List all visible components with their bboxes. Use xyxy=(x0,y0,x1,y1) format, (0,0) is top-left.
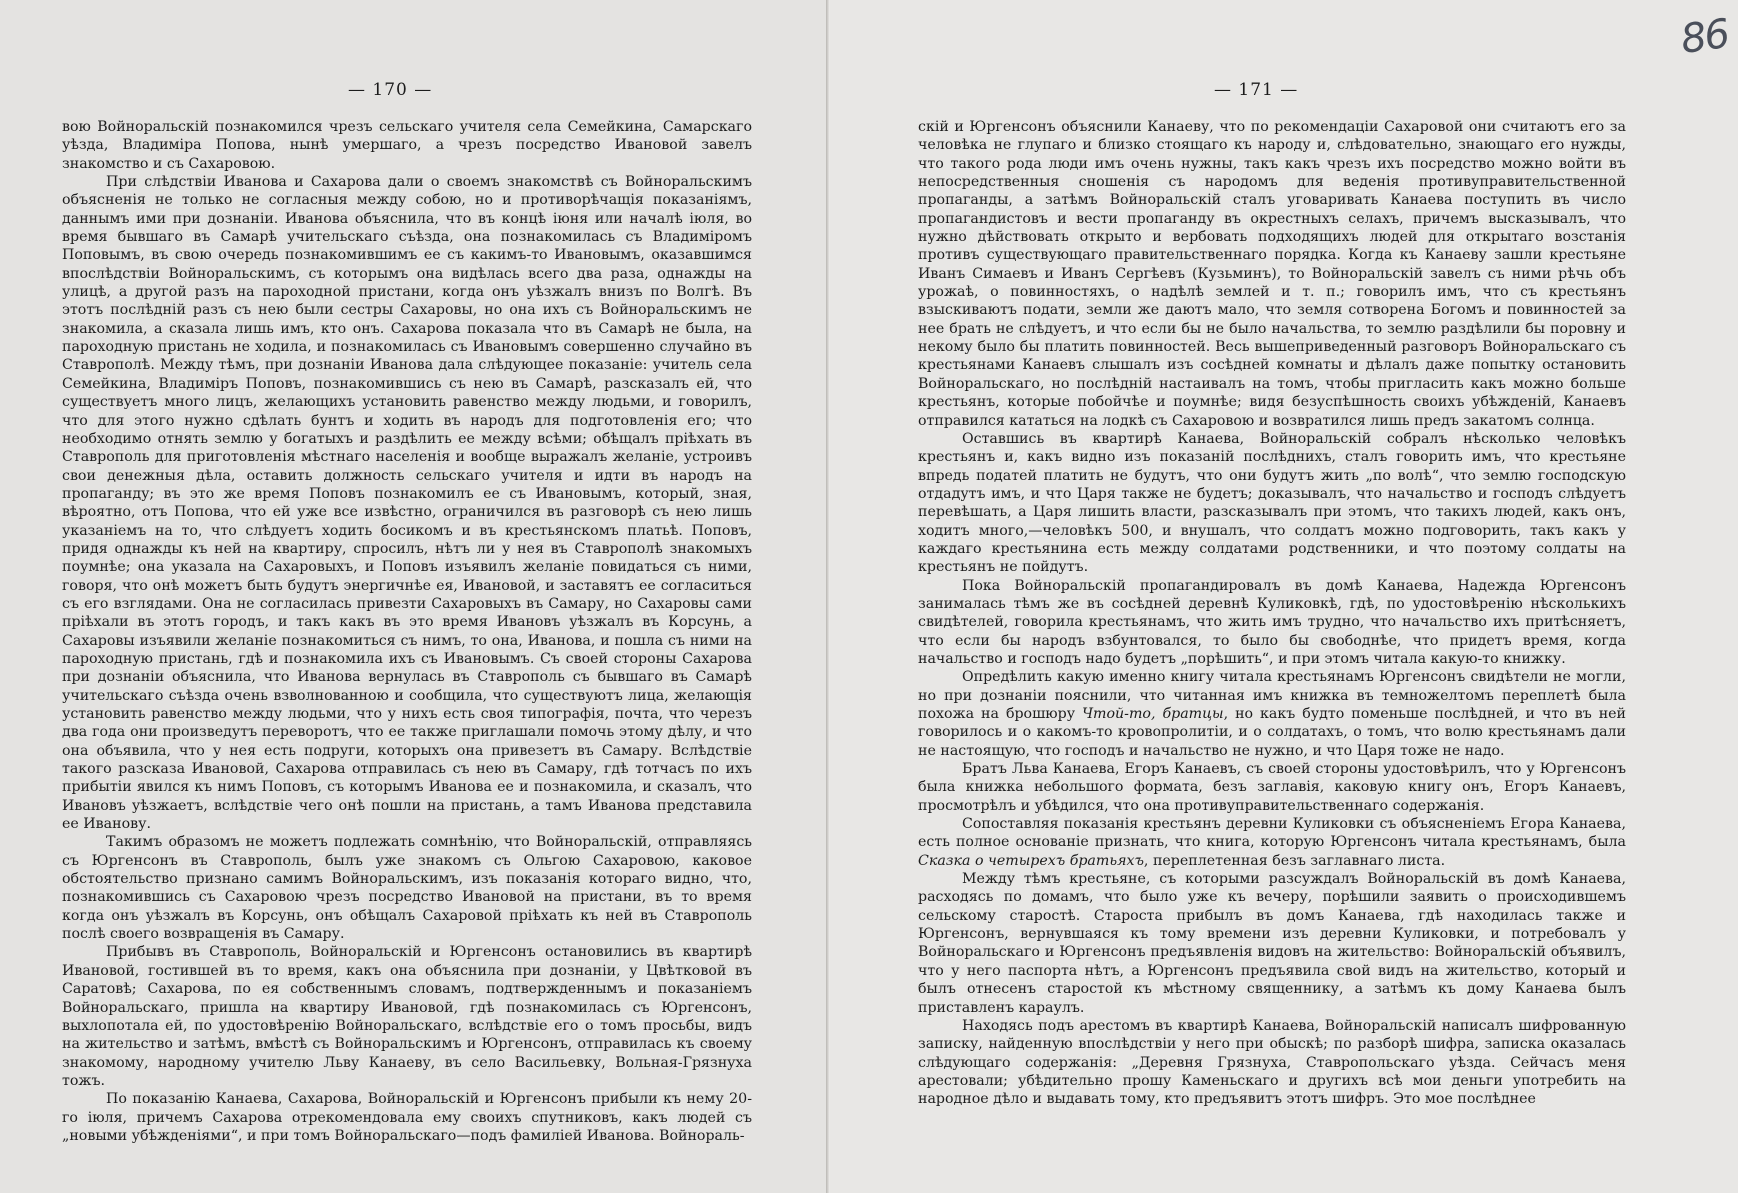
right-page-text xyxy=(918,118,1626,1109)
paragraph: Оставшись въ квартирѣ Канаева, Войноральскій собралъ нѣсколько человѣкъ крестьянъ и, какъ видно изъ показаній послѣднихъ, сталъ говорить имъ, что крестьяне впредь податей платить не будутъ, что они будутъ жить „по волѣ“, что землю господскую отдадутъ имъ, и что Царя также не будетъ; доказывалъ, что начальство и господъ слѣдуетъ перевѣшать, а Царя лишить власти, разсказывалъ при этомъ, что такихъ людей, какъ онъ, ходитъ много,—человѣкъ 500, и внушалъ, что солдатъ можно подговорить, такъ какъ у каждаго крестьянина есть между солдатами родственники, и что поэтому солдаты на крестьянъ не пойдутъ. xyxy=(918,430,1626,576)
paragraph: По показанію Канаева, Сахарова, Войноральскій и Юргенсонъ прибыли къ нему 20-го іюля, причемъ Сахарова отрекомендовала ему своихъ спутниковъ, какъ людей съ „новыми убѣжденіями“, и при томъ Войноральскаго—подъ фамиліей Иванова. Войнораль- xyxy=(62,1091,752,1144)
paragraph xyxy=(918,668,1626,760)
paragraph-part: Сопоставляя показанія крестьянъ деревни Куликовки съ объясненіемъ Егора Канаева, есть полное основаніе признать, что книга, которую Юргенсонъ читала крестьянамъ, была xyxy=(918,816,1626,851)
paragraph: скій и Юргенсонъ объяснили Канаеву, что по рекомендаціи Сахаровой они считаютъ его за человѣка не глупаго и близко стоящаго къ народу и, слѣдовательно, знающаго его нужды, что такого рода люди имъ очень нужны, такъ какъ чрезъ ихъ посредство можно войти въ непосредственныя сношенія съ народомъ для веденія противуправительственной пропаганды, а затѣмъ Войноральскій сталъ уговаривать Канаева поступить въ число пропагандистовъ и вести пропаганду въ окрестныхъ селахъ, причемъ высказывалъ, что нужно дѣйствовать открыто и вербовать подходящихъ людей для открытаго возстанія противъ существующаго правительственнаго порядка. Когда къ Канаеву зашли крестьяне Иванъ Симаевъ и Иванъ Сергѣевъ (Кузьминъ), то Войноральскій завелъ съ ними рѣчь объ урожаѣ, о повинностяхъ, о надѣлѣ землей и т. п.; говорилъ имъ, что съ крестьянъ взыскиваютъ подати, земли же даютъ мало, что земля сотворена Богомъ и повинностей за нее брать не слѣдуетъ, и что если бы не было начальства, то землю раздѣлили бы поровну и некому было бы платить повинностей. Весь вышеприведенный разговоръ Войноральскаго съ крестьянами Канаевъ слышалъ изъ сосѣдней комнаты и дѣлалъ даже попытку остановить Войноральскаго, но послѣдній настаивалъ на томъ, чтобы пригласить какъ можно больше крестьянъ, которые побойчѣе и поумнѣе; видя безуспѣшность своихъ убѣжденій, Канаевъ отправился кататься на лодкѣ съ Сахаровою и возвратился лишь предъ закатомъ солнца. xyxy=(918,119,1626,429)
paragraph: При слѣдствіи Иванова и Сахарова дали о своемъ знакомствѣ съ Войноральскимъ объясненія не только не согласныя между собою, но и противорѣчащія показаніямъ, даннымъ ими при дознаніи. Иванова объяснила, что въ концѣ іюня или началѣ іюля, во время бывшаго въ Самарѣ учительскаго съѣзда, она познакомилась съ Владиміромъ Поповымъ, въ свою очередь познакомившимъ ее съ какимъ-то Ивановымъ, оказавшимся впослѣдствіи Войноральскимъ, съ которымъ она видѣлась всего два раза, однажды на улицѣ, а другой разъ на пароходной пристани, когда онъ уѣзжалъ внизъ по Волгѣ. Въ этотъ послѣдній разъ съ нею были сестры Сахаровы, но она ихъ съ Войноральскимъ не знакомила, а сказала лишь имъ, кто онъ. Сахарова показала что въ Самарѣ не была, на пароходную пристань не ходила, и познакомилась съ Ивановымъ совершенно случайно въ Ставрополѣ. Между тѣмъ, при дознаніи Иванова дала слѣдующее показаніе: учитель села Семейкина, Владиміръ Поповъ, познакомившись съ нею въ Самарѣ, разсказалъ ей, что существуетъ много лицъ, желающихъ установить равенство между людьми, и говорилъ, что для этого нужно сдѣлать бунтъ и ходить въ народъ для подготовленія его; что необходимо отнять землю у богатыхъ и раздѣлить ее между всѣми; обѣщалъ пріѣхать въ Ставрополь для приготовленія мѣстнаго населенія и вообще выражалъ желаніе, устроивъ свои денежныя дѣла, оставить должность сельскаго учителя и идти въ народъ на пропаганду; въ это же время Поповъ познакомилъ ее съ Ивановымъ, который, зная, вѣроятно, отъ Попова, что ей уже все извѣстно, ограничился въ разговорѣ съ нею лишь указаніемъ на то, что слѣдуетъ ходить босикомъ и въ крестьянскомъ платьѣ. Поповъ, придя однажды къ ней на квартиру, спросилъ, нѣтъ ли у нея въ Ставрополѣ знакомыхъ поумнѣе; она указала на Сахаровыхъ, и Поповъ изъявилъ желаніе повидаться съ ними, говоря, что онѣ можетъ быть будутъ энергичнѣе ея, Ивановой, и заставятъ ее согласиться съ его взглядами. Она не согласилась привезти Сахаровыхъ въ Самару, но Сахаровы сами пріѣхали въ этотъ городъ, и такъ какъ въ это время Ивановъ уѣзжалъ въ Корсунь, а Сахаровы изъявили желаніе познакомиться съ нимъ, то она, Иванова, и пошла съ ними на пароходную пристань, гдѣ и познакомила ихъ съ Ивановымъ. Съ своей стороны Сахарова при дознаніи объяснила, что Иванова вернулась въ Ставрополь съ бывшаго въ Самарѣ учительскаго съѣзда очень взволнованною и сообщила, что существуютъ лица, желающія установить равенство между людьми, что у нихъ есть своя типографія, почта, что черезъ два года они произведутъ переворотъ, что ее также приглашали помочь этому дѣлу, и что она объявила, что у нея есть подруги, которыхъ она привезетъ въ Самару. Вслѣдствіе такого разсказа Ивановой, Сахарова отправилась съ нею въ Самару, гдѣ тотчасъ по ихъ прибытіи явился къ нимъ Поповъ, съ которымъ Иванова ее и познакомила, и сказалъ, что Ивановъ уѣзжаетъ, вслѣдствіе чего онѣ пошли на пристань, а тамъ Иванова представила ее Иванову. xyxy=(62,174,752,833)
paragraph: Такимъ образомъ не можетъ подлежать сомнѣнію, что Войноральскій, отправляясь съ Юргенсонъ въ Ставрополь, былъ уже знакомъ съ Ольгою Сахаровою, каковое обстоятельство признано самимъ Войноральскимъ, изъ показанія котораго видно, что, познакомившись съ Сахаровою чрезъ посредство Ивановой на пристани, въ то время когда онъ уѣзжалъ въ Корсунь, онъ обѣщалъ Сахаровой пріѣхать къ ней въ Ставрополь послѣ своего возвращенія въ Самару. xyxy=(62,834,752,943)
paragraph xyxy=(918,815,1626,870)
paragraph: Пока Войноральскій пропагандировалъ въ домѣ Канаева, Надежда Юргенсонъ занималась тѣмъ же въ сосѣдней деревнѣ Куликовкѣ, гдѣ, по удостовѣренію нѣсколькихъ свидѣтелей, говорила крестьянамъ, что жить имъ трудно, что начальство ихъ притѣсняетъ, что если бы народъ взбунтовался, то было бы свободнѣе, что придетъ время, когда начальство и господъ надо будетъ „порѣшить“, и при этомъ читала какую-то книжку. xyxy=(918,577,1626,667)
right-page xyxy=(830,0,1738,1193)
left-page xyxy=(0,0,826,1193)
paragraph-part: Опредѣлить какую именно книгу читала крестьянамъ Юргенсонъ свидѣтели не могли, но при дознаніи пояснили, что читанная имъ книжка въ темножелтомъ переплетѣ была похожа на брошюру xyxy=(918,669,1626,722)
paragraph: вою Войноральскій познакомился чрезъ сельскаго учителя села Семейкина, Самарскаго уѣзда, Владиміра Попова, нынѣ умершаго, а чрезъ посредство Ивановой завелъ знакомство и съ Сахаровою. xyxy=(62,119,752,172)
paragraph: Братъ Льва Канаева, Егоръ Канаевъ, съ своей стороны удостовѣрилъ, что у Юргенсонъ была книжка небольшого формата, безъ заглавія, каковую книгу онъ, Егоръ Канаевъ, просмотрѣлъ и убѣдился, что она противуправительственнаго содержанія. xyxy=(918,761,1626,814)
handwritten-folio-number: 86 xyxy=(1678,10,1731,64)
paragraph: Между тѣмъ крестьяне, съ которыми разсуждалъ Войноральскій въ домѣ Канаева, расходясь по домамъ, что было уже къ вечеру, порѣшили заявить о происходившемъ сельскому старостѣ. Староста прибылъ въ домъ Канаева, гдѣ находилась также и Юргенсонъ, вернувшаяся къ тому времени изъ деревни Куликовки, и потребовалъ у Войноральскаго и Юргенсонъ предъявленія видовъ на жительство: Войноральскій объявилъ, что у него паспорта нѣтъ, а Юргенсонъ предъявила свой видъ на жительство, который и былъ отнесенъ старостой къ мѣстному священнику, а затѣмъ къ дому Канаева былъ приставленъ караулъ. xyxy=(918,871,1626,1016)
paragraph: Прибывъ въ Ставрополь, Войноральскій и Юргенсонъ остановились въ квартирѣ Ивановой, гостившей въ то время, какъ она объяснила при дознаніи, у Цвѣтковой въ Саратовѣ; Сахарова, по ея собственнымъ словамъ, подтвержденнымъ и показаніемъ Войноральскаго, пришла на квартиру Ивановой, гдѣ познакомилась съ Юргенсонъ, выхлопотала ей, по удостовѣренію Войноральскаго, вслѣдствіе его о томъ просьбы, видъ на жительство и затѣмъ, вмѣстѣ съ Войноральскимъ и Юргенсонъ, отправилась къ своему знакомому, народному учителю Льву Канаеву, въ село Васильевку, Вольная-Грязнуха тожъ. xyxy=(62,944,752,1089)
left-page-text xyxy=(62,118,752,1145)
page-number-left: — 170 — xyxy=(348,80,433,100)
paragraph-part: , но какъ будто поменьше послѣдней, и что въ ней говорилось и о какомъ-то кровопролитіи, и о солдатахъ, о томъ, что волю крестьянамъ дали не настоящую, что господъ и начальство не нужно, и что Царя тоже не надо. xyxy=(918,706,1627,759)
paragraph: Находясь подъ арестомъ въ квартирѣ Канаева, Войноральскій написалъ шифрованную записку, найденную впослѣдствіи у него при обыскѣ; по разборѣ шифра, записка оказалась слѣдующаго содержанія: „Деревня Грязнуха, Ставропольскаго уѣзда. Сейчасъ меня арестовали; убѣдительно прошу Каменьскаго и другихъ всѣ мои деньги употребить на народное дѣло и выдавать тому, кто предъявитъ этотъ шифръ. Это мое послѣднее xyxy=(918,1017,1626,1108)
paragraph-part: , переплетенная безъ заглавнаго листа. xyxy=(1143,852,1446,869)
book-title-italic: Чтой-то, братцы xyxy=(1082,706,1224,722)
book-title-italic: Сказка о четырехъ братьяхъ xyxy=(918,852,1144,869)
page-number-right: — 171 — xyxy=(1214,80,1299,100)
